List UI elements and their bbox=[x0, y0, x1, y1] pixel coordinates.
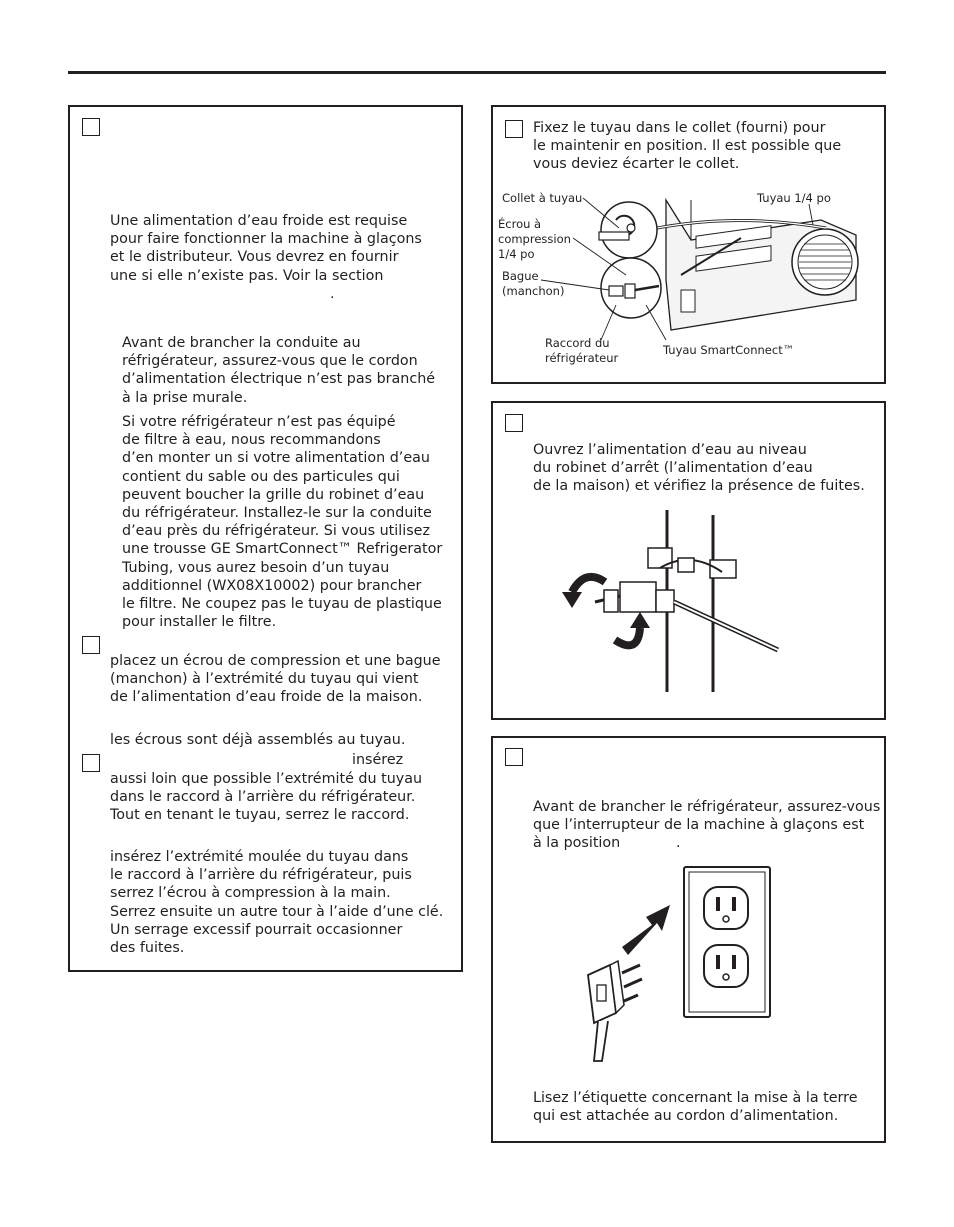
text-line: à la position bbox=[533, 835, 621, 852]
text-line: de filtre à eau, nous recommandons bbox=[122, 432, 381, 449]
text-line: du réfrigérateur. Installez-le sur la conduite bbox=[122, 505, 432, 522]
molded-end-text bbox=[110, 848, 443, 957]
step-checkbox-4[interactable] bbox=[505, 120, 523, 138]
text-line: des fuites. bbox=[110, 940, 185, 957]
compression-nut-label bbox=[498, 217, 571, 262]
text-line: le maintenir en position. Il est possible que bbox=[533, 138, 842, 155]
text-line: d’en monter un si votre alimentation d’eau bbox=[122, 450, 430, 467]
step-checkbox-2[interactable] bbox=[82, 636, 100, 654]
text-line: dans le raccord à l’arrière du réfrigérateur. bbox=[110, 789, 416, 806]
text-line: insérez l’extrémité moulée du tuyau dans bbox=[110, 849, 409, 865]
intro-text bbox=[110, 212, 422, 303]
text-line: pour faire fonctionner la machine à glaçons bbox=[110, 231, 422, 248]
text-line: (manchon) à l’extrémité du tuyau qui vient bbox=[110, 671, 419, 688]
text-line: aussi loin que possible l’extrémité du tuyau bbox=[110, 771, 423, 787]
text-line: une trousse GE SmartConnect™ Refrigerator bbox=[122, 541, 443, 558]
text-line: Lisez l’étiquette concernant la mise à la terre bbox=[533, 1090, 858, 1106]
plug-text-end: . bbox=[676, 835, 681, 851]
hose-clamp-label: Collet à tuyau bbox=[502, 191, 583, 205]
step-checkbox-6[interactable] bbox=[505, 748, 523, 766]
label-line: (manchon) bbox=[502, 284, 565, 298]
power-note bbox=[122, 334, 435, 407]
text-line: à la prise murale. bbox=[122, 389, 248, 406]
text-line: du robinet d’arrêt (l’alimentation d’eau bbox=[533, 460, 813, 477]
water-valve-text bbox=[533, 441, 865, 496]
text-line: le raccord à l’arrière du réfrigérateur, puis bbox=[110, 867, 412, 884]
clamp-text bbox=[533, 119, 841, 174]
plug-text bbox=[533, 798, 880, 853]
text-line: serrez l’écrou à compression à la main. bbox=[110, 885, 391, 902]
step-checkbox-1[interactable] bbox=[82, 118, 100, 136]
text-line: Tout en tenant le tuyau, serrez le raccord. bbox=[110, 807, 410, 824]
ferrule-label bbox=[502, 269, 564, 299]
text-line: . bbox=[330, 285, 335, 302]
text-line: additionnel (WX08X10002) pour brancher bbox=[122, 577, 422, 594]
text-line: Fixez le tuyau dans le collet (fourni) pour bbox=[533, 120, 826, 136]
step-checkbox-5[interactable] bbox=[505, 414, 523, 432]
label-line: réfrigérateur bbox=[545, 351, 619, 365]
smartconnect-label: Tuyau SmartConnect™ bbox=[663, 343, 795, 357]
text-line: réfrigérateur, assurez-vous que le cordon bbox=[122, 353, 418, 370]
text-line: Tubing, vous aurez besoin d’un tuyau bbox=[122, 559, 390, 576]
text-line: d’eau près du réfrigérateur. Si vous utilisez bbox=[122, 523, 430, 540]
text-line: Ouvrez l’alimentation d’eau au niveau bbox=[533, 442, 807, 458]
insert-step-first: insérez bbox=[352, 752, 404, 768]
text-line: Avant de brancher la conduite au bbox=[122, 335, 361, 351]
insert-step-text bbox=[110, 770, 422, 825]
nut-step-text bbox=[110, 652, 441, 707]
label-line: Raccord du bbox=[545, 336, 610, 350]
text-line: peuvent boucher la grille du robinet d’eau bbox=[122, 486, 425, 503]
shutoff-valve-illustration bbox=[560, 510, 800, 695]
text-line: pour installer le filtre. bbox=[122, 614, 277, 631]
grounding-note bbox=[533, 1089, 858, 1125]
text-line: Une alimentation d’eau froide est requise bbox=[110, 213, 408, 229]
text-line: placez un écrou de compression et une bague bbox=[110, 653, 441, 669]
text-line: et le distributeur. Vous devrez en fournir bbox=[110, 249, 399, 266]
tube-quarter-label: Tuyau 1/4 po bbox=[757, 191, 831, 205]
text-line: de la maison) et vérifiez la présence de fuites. bbox=[533, 478, 865, 495]
label-line: Bague bbox=[502, 269, 539, 283]
text-line: d’alimentation électrique n’est pas branché bbox=[122, 371, 436, 388]
text-line: le filtre. Ne coupez pas le tuyau de plastique bbox=[122, 596, 442, 613]
label-line: compression bbox=[498, 232, 571, 246]
label-line: Écrou à bbox=[498, 217, 542, 231]
text-line: vous deviez écarter le collet. bbox=[533, 156, 740, 173]
label-line: 1/4 po bbox=[498, 247, 535, 261]
text-line: qui est attachée au cordon d’alimentation. bbox=[533, 1108, 839, 1125]
text-line: une si elle n’existe pas. Voir la section bbox=[110, 267, 384, 284]
header-rule bbox=[68, 71, 886, 74]
step-checkbox-3[interactable] bbox=[82, 754, 100, 772]
text-line: Un serrage excessif pourrait occasionner bbox=[110, 921, 403, 938]
filter-note bbox=[122, 413, 442, 631]
text-line: contient du sable ou des particules qui bbox=[122, 468, 400, 485]
nut-step-note: les écrous sont déjà assemblés au tuyau. bbox=[110, 732, 406, 748]
text-line: Serrez ensuite un autre tour à l’aide d’une clé. bbox=[110, 903, 444, 920]
outlet-plug-illustration bbox=[580, 865, 780, 1065]
text-line: de l’alimentation d’eau froide de la maison. bbox=[110, 689, 423, 706]
text-line: Avant de brancher le réfrigérateur, assurez-vous bbox=[533, 799, 881, 815]
text-line: Si votre réfrigérateur n’est pas équipé bbox=[122, 414, 396, 430]
fridge-fitting-label bbox=[545, 336, 618, 366]
text-line: que l’interrupteur de la machine à glaçons est bbox=[533, 817, 865, 834]
